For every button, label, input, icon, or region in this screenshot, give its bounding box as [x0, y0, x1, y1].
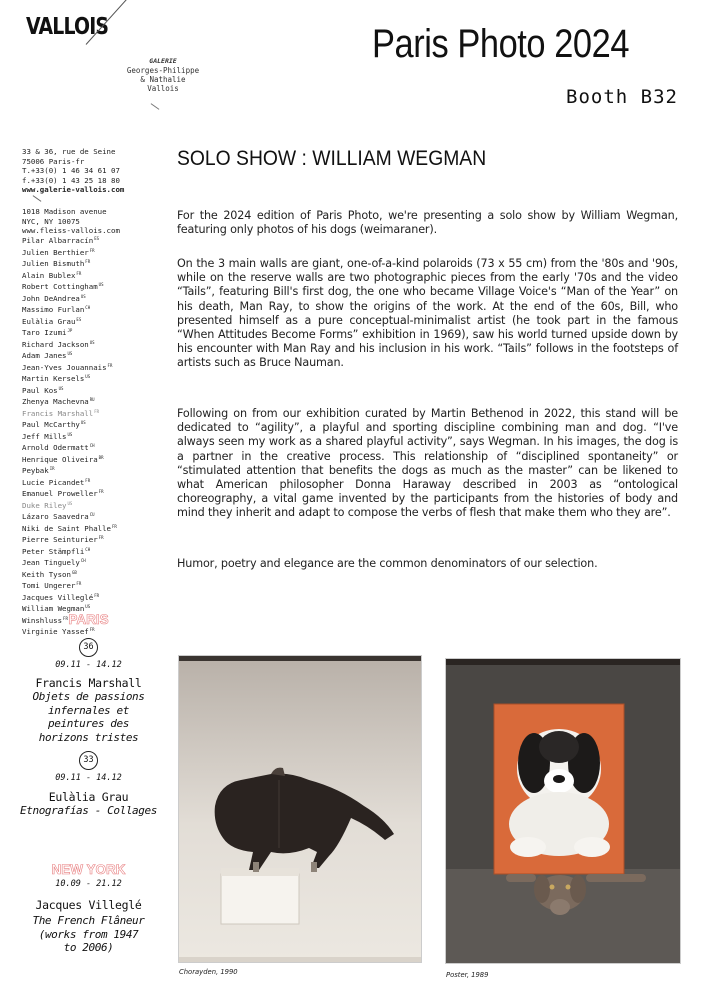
- artist-name: Francis Marshall: [22, 408, 94, 418]
- gallery-number-badge: 33: [79, 751, 98, 770]
- dog-in-sweater-image: [179, 656, 421, 962]
- artist-list-item[interactable]: [22, 418, 117, 430]
- galerie-label: GALERIE: [149, 57, 177, 65]
- artist-name: Duke Riley: [22, 500, 67, 510]
- artist-name: Pilar Albarracín: [22, 236, 94, 245]
- artist-country-tag: US: [80, 420, 86, 425]
- gallery-logo: VALLOIS: [26, 14, 109, 40]
- artist-country-tag: CH: [80, 558, 86, 563]
- artist-name: John DeAndrea: [22, 293, 80, 303]
- artist-name: Keith Tyson: [22, 569, 71, 579]
- artist-list-item[interactable]: [22, 338, 117, 350]
- artist-name: Niki de Saint Phalle: [22, 523, 111, 533]
- ny-website-link[interactable]: www.fleiss-vallois.com: [22, 226, 120, 236]
- artist-country-tag: FR: [89, 247, 95, 253]
- artist-list-item[interactable]: [22, 372, 117, 384]
- contact-block: [22, 147, 124, 236]
- photo-poster: [445, 658, 681, 979]
- exhibition-artist: Jacques Villeglé: [35, 898, 142, 912]
- artist-list-item[interactable]: [22, 476, 117, 488]
- artist-country-tag: US: [67, 500, 73, 506]
- artist-list-item[interactable]: [22, 453, 117, 465]
- newyork-section: [0, 862, 177, 955]
- artist-name: Eulàlia Grau: [22, 316, 76, 326]
- artist-country-tag: IR: [49, 466, 55, 471]
- body-paragraph: On the 3 main walls are giant, one-of-a-kind polaroids (73 x 55 cm) from the '80s and '90s, while on the reserve walls are two photographic pieces from the early '70s and the video “Tails”, featuring Bill's first dog, the one who became Village Voice's “Man of the Year” on his death, Man Ray, to show the origins of the work. At the end of the 60s, Bill, who presented himself as a pure conceptual-minimalist artist (he took part in the famous “When Attitudes Become Forms” exhibition in 1969), saw his world turned upside down by his encounter with Man Ray and his inclusion in his work. “Tails” follows in the footsteps of artists such as Bruce Nauman.: [177, 257, 678, 370]
- booth-number: Booth B32: [566, 86, 678, 108]
- artist-name: Jacques Villeglé: [22, 592, 94, 602]
- artist-list-item[interactable]: [22, 384, 117, 396]
- exhibition-title-line: to 2006): [63, 941, 114, 954]
- exhibition-title: [0, 690, 177, 744]
- artist-list-item[interactable]: [22, 568, 117, 580]
- exhibition-title-line: horizons tristes: [38, 730, 139, 744]
- artist-country-tag: FR: [107, 362, 113, 368]
- contact-separator: [22, 195, 124, 207]
- artist-country-tag: US: [58, 385, 64, 391]
- page-title: Paris Photo 2024: [372, 22, 630, 66]
- section-heading: SOLO SHOW : WILLIAM WEGMAN: [177, 147, 487, 170]
- artist-name: Winshluss: [22, 615, 63, 625]
- artist-name: Peter Stämpfli: [22, 546, 85, 556]
- artist-name: Jean Tinguely: [22, 558, 80, 567]
- exhibition-dates: 10.09 - 21.12: [55, 879, 122, 889]
- artist-country-tag: ES: [94, 236, 100, 241]
- gallery-number-badge: 36: [79, 638, 98, 657]
- artist-name: Julien Bismuth: [22, 259, 85, 268]
- artist-country-tag: BR: [98, 454, 104, 460]
- exhibition-title-line: (works from 1947: [38, 927, 139, 941]
- artist-country-tag: RU: [89, 397, 95, 402]
- artist-list-item[interactable]: [22, 579, 117, 591]
- ny-address-line: NYC, NY 10075: [22, 216, 80, 226]
- artist-list-item[interactable]: [22, 430, 117, 442]
- artist-name: Paul Kos: [22, 385, 58, 395]
- artist-name: Massimo Furlan: [22, 305, 85, 314]
- paris-phone: T.+33(0) 1 46 34 61 07: [22, 166, 120, 176]
- artist-list-item[interactable]: [22, 591, 117, 603]
- artist-name: Emanuel Proweller: [22, 489, 98, 498]
- artist-name: Robert Cottingham: [22, 282, 98, 291]
- ny-address-line: 1018 Madison avenue: [22, 206, 107, 216]
- artist-name: Adam Janes: [22, 351, 67, 360]
- galerie-line: & Nathalie: [140, 75, 186, 84]
- exhibition-title: Etnografías - Collages: [20, 804, 157, 817]
- artist-name: Pierre Seinturier: [22, 535, 98, 544]
- exhibition-dates: 09.11 - 14.12: [55, 773, 122, 783]
- artist-country-tag: FR: [98, 535, 104, 540]
- artist-list-item[interactable]: [22, 269, 117, 281]
- galerie-line: Georges-Philippe: [126, 66, 200, 75]
- exhibition-dates: 09.11 - 14.12: [55, 660, 122, 670]
- artist-name: Lucie Picandet: [22, 477, 85, 487]
- artist-country-tag: CH: [89, 443, 95, 448]
- artist-country-tag: US: [67, 431, 73, 437]
- photo-caption: Chorayden, 1990: [179, 968, 238, 976]
- artist-list-item[interactable]: [22, 545, 117, 557]
- artist-list-item[interactable]: [22, 522, 117, 534]
- artist-name: Zhenya Machevna: [22, 397, 89, 406]
- artist-list-item[interactable]: [22, 395, 117, 407]
- artist-country-tag: US: [98, 282, 104, 287]
- exhibition-title: [0, 914, 177, 955]
- artist-name: Julien Berthier: [22, 247, 89, 257]
- artist-list: [22, 234, 117, 637]
- artist-list-item[interactable]: [22, 487, 117, 499]
- exhibition-artist: Francis Marshall: [35, 676, 142, 690]
- artist-name: Taro Izumi: [22, 328, 67, 337]
- artist-list-item[interactable]: [22, 234, 117, 246]
- artist-list-item[interactable]: [22, 407, 117, 419]
- exhibition-title-line: The French Flâneur: [32, 914, 145, 927]
- artist-country-tag: US: [85, 374, 91, 379]
- newyork-heading: NEW YORK: [51, 862, 126, 877]
- artist-list-item[interactable]: [22, 361, 117, 373]
- artist-list-item[interactable]: [22, 292, 117, 304]
- artist-country-tag: US: [80, 293, 86, 299]
- artist-name: Jeff Mills: [22, 431, 67, 441]
- artist-country-tag: FR: [76, 270, 82, 276]
- gallery-name-block: [118, 57, 208, 93]
- artist-list-item[interactable]: [22, 257, 117, 269]
- artist-name: Henrique Oliveira: [22, 454, 98, 464]
- artist-name: William Wegman: [22, 604, 85, 613]
- paris-heading: PARIS: [68, 612, 109, 627]
- artist-name: Martin Kersels: [22, 374, 85, 383]
- artist-name: Paul McCarthy: [22, 420, 80, 429]
- paris-website-link[interactable]: www.galerie-vallois.com: [22, 185, 125, 195]
- artist-country-tag: FR: [63, 615, 68, 621]
- galerie-line: Vallois: [147, 84, 179, 93]
- artist-list-item[interactable]: [22, 441, 117, 453]
- artist-list-item[interactable]: [22, 303, 117, 315]
- artist-list-item[interactable]: [22, 499, 117, 511]
- body-paragraph: Humor, poetry and elegance are the common denominators of our selection.: [177, 557, 598, 570]
- artist-country-tag: ES: [76, 316, 82, 322]
- artist-country-tag: FR: [94, 408, 100, 414]
- paris-address-line: 75006 Paris-fr: [22, 156, 85, 166]
- artist-name: Richard Jackson: [22, 339, 89, 349]
- decorative-tick: [151, 103, 160, 110]
- exhibition-title-line: Objets de passions: [32, 690, 145, 703]
- dog-poster-image: [446, 659, 680, 963]
- exhibition-title-line: peintures des: [48, 717, 129, 730]
- body-paragraph: For the 2024 edition of Paris Photo, we're presenting a solo show by William Wegman, featuring only photos of his dogs (weimaraner).: [177, 209, 678, 237]
- photo-caption: Poster, 1989: [446, 971, 489, 979]
- artist-name: Virginie Yassef: [22, 627, 89, 636]
- artist-country-tag: US: [67, 351, 73, 356]
- artist-list-item[interactable]: [22, 556, 117, 568]
- artist-name: Jean-Yves Jouannais: [22, 362, 107, 372]
- artist-country-tag: US: [89, 339, 95, 345]
- paris-section: [0, 612, 177, 818]
- artist-name: Arnold Odermatt: [22, 443, 89, 452]
- artist-country-tag: CU: [89, 512, 95, 517]
- artist-list-item[interactable]: [22, 246, 117, 258]
- artist-list-item[interactable]: [22, 280, 117, 292]
- artist-country-tag: JP: [67, 328, 73, 333]
- artist-country-tag: CH: [85, 546, 91, 552]
- exhibition-title-line: infernales et: [48, 703, 129, 717]
- artist-list-item[interactable]: [22, 315, 117, 327]
- body-paragraph: Following on from our exhibition curated by Martin Bethenod in 2022, this stand will be dedicated to “agility”, a playful and sporting discipline combining man and dog. “I've always seen my work as a shared playful activity”, says Wegman. In his images, the dog is a partner in the creative process. This relationship of “disciplined spontaneity” or “stimulated attention that benefits the dogs as much as the master” can be likened to what American philosopher Donna Haraway described in 2003 as “ontological choreography, a vital game invented by the participants from the histories of body and mind they inherit and adapt to compose the verbs of flesh that make them who they are”.: [177, 407, 678, 520]
- paris-address-line: 33 & 36, rue de Seine: [22, 147, 116, 156]
- artist-country-tag: US: [85, 604, 91, 609]
- artist-name: Tomi Ungerer: [22, 581, 76, 590]
- artist-name: Lázaro Saavedra: [22, 512, 89, 521]
- artist-country-tag: FR: [112, 523, 117, 529]
- artist-country-tag: FR: [98, 489, 104, 494]
- artist-country-tag: GB: [71, 569, 77, 575]
- exhibition-artist: Eulàlia Grau: [48, 790, 129, 804]
- artist-list-item[interactable]: [22, 510, 117, 522]
- artist-name: Peybak: [22, 466, 49, 475]
- artist-country-tag: FR: [76, 581, 82, 586]
- paris-fax: f.+33(0) 1 43 25 18 80: [22, 175, 120, 185]
- artist-country-tag: FR: [85, 259, 91, 264]
- artist-country-tag: CH: [85, 305, 91, 310]
- artist-country-tag: FR: [89, 627, 95, 632]
- artist-country-tag: FR: [94, 592, 100, 598]
- artist-country-tag: FR: [85, 477, 91, 483]
- photo-chorayden: [178, 655, 422, 976]
- artist-list-item[interactable]: [22, 533, 117, 545]
- artist-list-item[interactable]: [22, 326, 117, 338]
- artist-list-item[interactable]: [22, 349, 117, 361]
- artist-name: Alain Bublex: [22, 270, 76, 280]
- artist-list-item[interactable]: [22, 464, 117, 476]
